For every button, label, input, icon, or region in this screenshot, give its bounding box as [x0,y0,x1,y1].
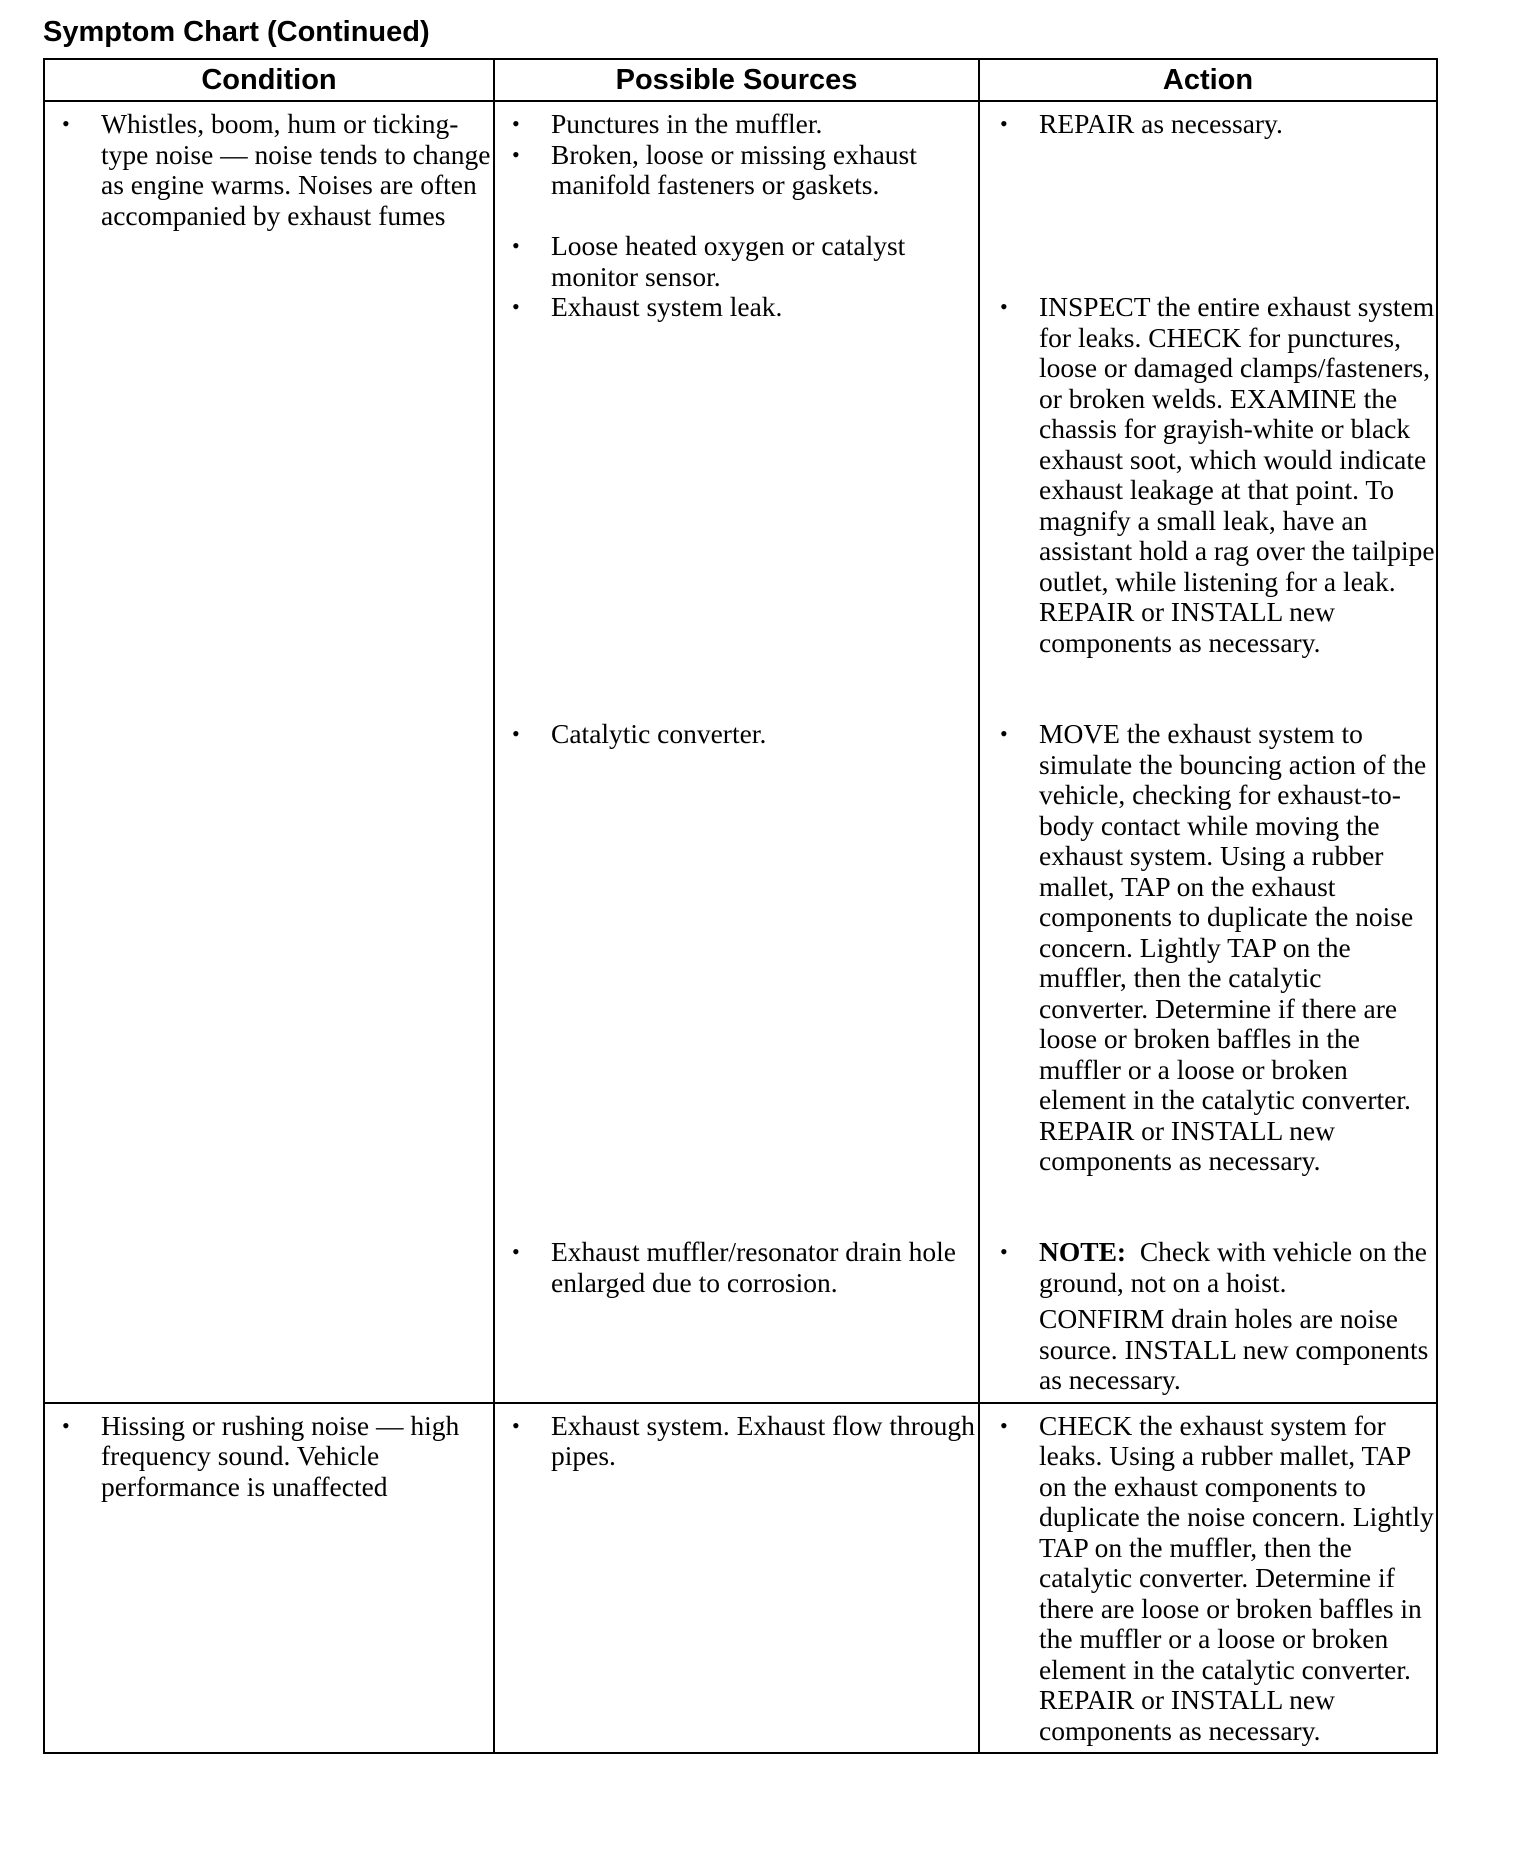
action-cell [979,101,1437,1403]
header-action: Action [979,59,1437,101]
bullet-icon: • [512,1412,520,1438]
bullet-icon: • [62,1412,70,1438]
action-item [994,1411,1436,1747]
condition-cell [44,101,494,1403]
note-label: NOTE: [1039,1236,1127,1267]
bullet-icon: • [512,294,520,319]
bullet-icon: • [62,111,70,136]
possible-sources-cell [494,1403,979,1754]
condition-item [56,109,493,231]
action-text: MOVE the exhaust system to simulate the bouncing action of the vehicle, checking for exhaust-to-body contact while moving the exhaust system. Using a rubber mallet, TAP on the exhaust components to duplicate the noise concern. Lightly TAP on the muffler, then the catalytic converter. Determine if there are loose or broken baffles in the muffler or a loose or broken element in the catalytic converter. REPAIR or INSTALL new components as necessary. [1039,718,1427,1176]
source-item [506,719,978,1237]
source-item [506,109,978,140]
note-paragraph [1039,1237,1436,1298]
action-item [994,292,1436,719]
condition-cell [44,1403,494,1754]
action-item [994,109,1436,292]
bullet-icon: • [1000,1239,1008,1264]
header-row [44,59,1437,101]
source-text: Loose heated oxygen or catalyst monitor sensor. [551,230,906,292]
bullet-icon: • [1000,1412,1008,1438]
page-title: Symptom Chart (Continued) [43,16,430,48]
possible-sources-cell [494,101,979,1403]
header-possible-sources: Possible Sources [494,59,979,101]
bullet-icon: • [1000,111,1008,136]
action-item [994,719,1436,1237]
note-text: Check with vehicle on the ground, not on a hoist. [1039,1236,1427,1298]
bullet-icon: • [512,1239,520,1264]
source-text: Exhaust system. Exhaust flow through pipes. [551,1409,975,1471]
source-item [506,1237,978,1298]
header-condition: Condition [44,59,494,101]
bullet-icon: • [1000,294,1008,319]
source-item [506,292,978,719]
condition-text: Whistles, boom, hum or ticking-type noise — noise tends to change as engine warms. Noises are often accompanied by exhaust fumes [101,108,491,231]
bullet-icon: • [1000,721,1008,746]
bullet-icon: • [512,141,520,167]
condition-item [56,1411,493,1503]
bullet-icon: • [512,233,520,258]
action-text: INSPECT the entire exhaust system for leaks. CHECK for punctures, loose or damaged clamps/fasteners, or broken welds. EXAMINE the chassis for grayish-white or black exhaust soot, which would indicate exhaust leakage at that point. To magnify a small leak, have an assistant hold a rag over the tailpipe outlet, while listening for a leak. REPAIR or INSTALL new components as necessary. [1039,291,1435,658]
source-text: Exhaust muffler/resonator drain hole enlarged due to corrosion. [551,1236,956,1298]
table-row [44,101,1437,1403]
action-cell [979,1403,1437,1754]
source-item [506,140,978,232]
note-followup: CONFIRM drain holes are noise source. INSTALL new components as necessary. [1039,1303,1429,1395]
source-text: Broken, loose or missing exhaust manifold fasteners or gaskets. [551,138,917,200]
source-item [506,231,978,292]
source-text: Exhaust system leak. [551,291,783,322]
bullet-icon: • [512,721,520,746]
action-item-note [994,1237,1436,1396]
action-text: CHECK the exhaust system for leaks. Using a rubber mallet, TAP on the exhaust components to duplicate the noise concern. Lightly TAP on the muffler, then the catalytic converter. Determine if there are loose or broken baffles in the muffler or a loose or broken element in the catalytic converter. REPAIR or INSTALL new components as necessary. [1039,1409,1434,1746]
source-text: Catalytic converter. [551,718,767,749]
source-text: Punctures in the muffler. [551,108,823,139]
action-text: REPAIR as necessary. [1039,108,1283,139]
source-item [506,1411,978,1472]
bullet-icon: • [512,111,520,136]
condition-text: Hissing or rushing noise — high frequency sound. Vehicle performance is unaffected [101,1409,460,1502]
table-row [44,1403,1437,1754]
symptom-chart-table [43,58,1438,1754]
